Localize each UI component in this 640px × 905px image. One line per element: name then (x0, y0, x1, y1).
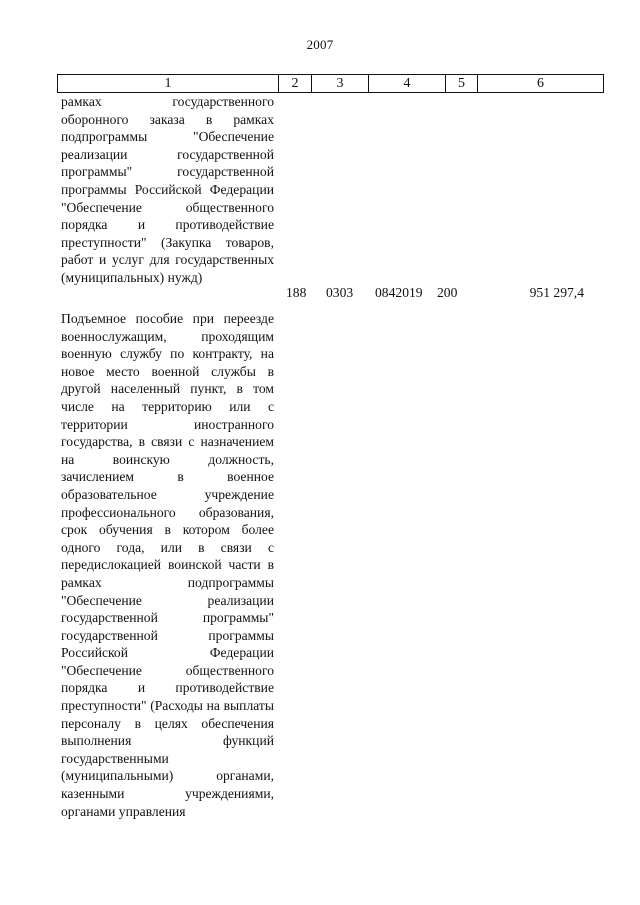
header-col-4: 4 (369, 75, 446, 93)
column-number-header (57, 74, 604, 93)
row-description: рамках государственного оборонного заказа в рамках подпрограммы "Обеспечение реализации государственной программы" государственной программы Российской Федерации "Обеспечение общественного порядка и противодействие преступности" (Закупка товаров, работ и услуг для государственных (муниципальных) нужд) (61, 94, 274, 285)
header-col-6: 6 (478, 75, 604, 93)
amount-value: 951 297,4 (529, 285, 584, 300)
page-number: 2007 (306, 37, 334, 52)
header-col-1: 1 (58, 75, 279, 93)
main-admin-code: 188 (286, 285, 307, 300)
header-col-3: 3 (312, 75, 369, 93)
header-col-5: 5 (446, 75, 478, 93)
header-col-2: 2 (279, 75, 312, 93)
section-code: 0303 (326, 285, 354, 300)
row-description: Подъемное пособие при переезде военнослужащим, проходящим военную службу по контракту, на новое место военной службы в другой населенный пункт, в том числе на территорию или с территории иностранного государства, в связи с назначением на воинскую должность, зачислением в военное образовательное учреждение профессионального образования, срок обучения в котором более одного года, или в связи с передислокацией воинской части в рамках подпрограммы "Обеспечение реализации государственной программы" государственной программы Российской Федерации "Обеспечение общественного порядка и противодействие преступности" (Расходы на выплаты персоналу в целях обеспечения выполнения функций государственными (муниципальными) органами, казенными учреждениями, органами управления (61, 311, 274, 819)
expense-type-code: 200 (437, 285, 458, 300)
target-item-code: 0842019 (375, 285, 423, 300)
